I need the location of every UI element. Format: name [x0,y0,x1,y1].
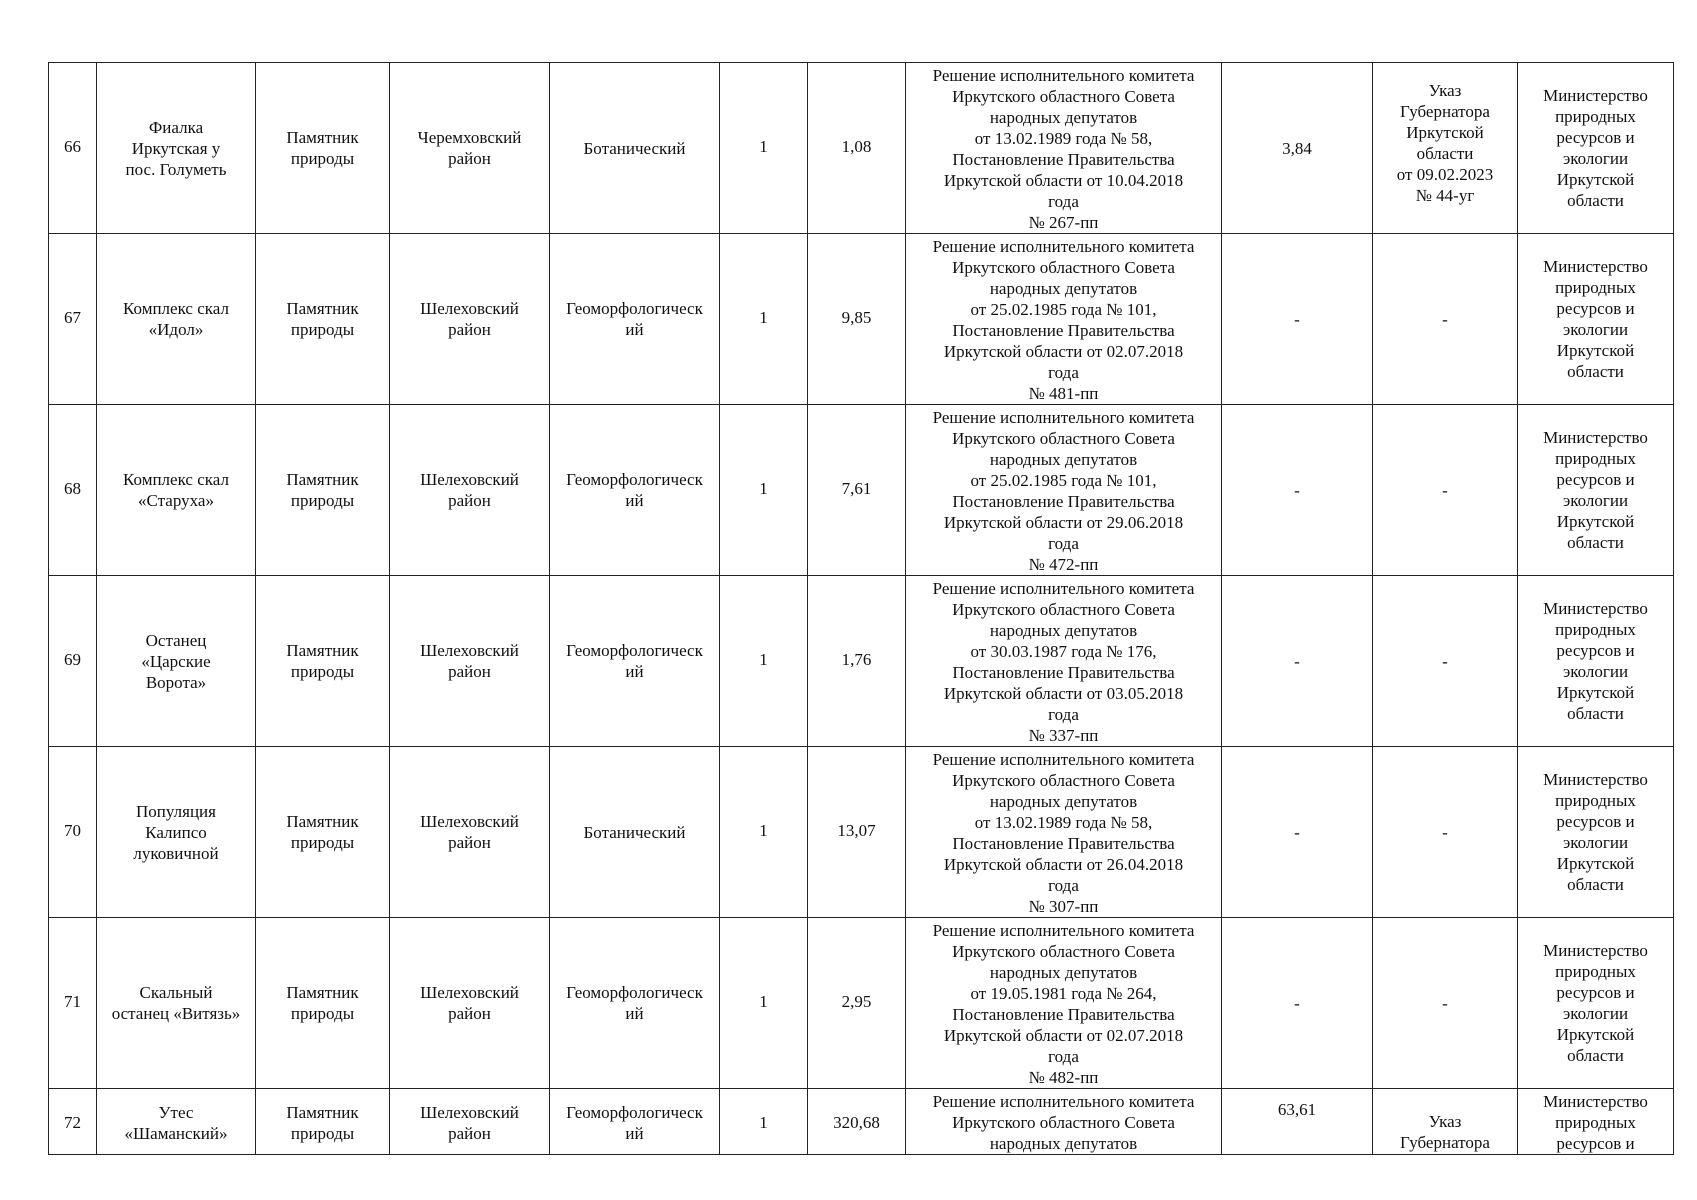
profile: Ботанический [583,822,686,842]
row-number-cell [49,63,97,234]
district: Шелеховский район [420,641,519,681]
table-row [49,576,1674,747]
count: 1 [759,478,768,498]
decision-cell [906,63,1222,234]
buffer-area-cell [1222,918,1373,1089]
buffer-area: - [1294,993,1300,1013]
authority: Министерство природных ресурсов и экологии Иркутской области [1543,941,1648,1065]
profile-cell [550,405,720,576]
profile-cell [550,63,720,234]
authority-cell [1518,1089,1674,1155]
row-number: 72 [64,1113,81,1132]
category: Памятник природы [286,641,359,681]
row-number: 70 [64,820,81,840]
category: Памятник природы [286,128,359,168]
authority: Министерство природных ресурсов и экологии Иркутской области [1543,428,1648,552]
count-cell [720,63,808,234]
authority-cell [1518,918,1674,1089]
decision-cell [906,918,1222,1089]
authority: Министерство природных ресурсов и экологии Иркутской области [1543,257,1648,381]
area-name: Утес «Шаманский» [124,1102,228,1143]
name-cell [97,1089,256,1155]
count-cell [720,234,808,405]
row-number-cell [49,405,97,576]
authority-cell [1518,63,1674,234]
row-number-cell [49,1089,97,1155]
category-cell [256,405,390,576]
area-name: Комплекс скал «Старуха» [123,470,229,510]
area-cell [808,747,906,918]
count: 1 [759,649,768,669]
count-cell [720,576,808,747]
row-number-cell [49,576,97,747]
decision-text: Решение исполнительного комитета Иркутского областного Совета народных депутатов от 30.03.1987 года № 176, Постановление Правительства Иркутской области от 03.05.2018 года № 337-пп [932,579,1195,745]
category-cell [256,576,390,747]
row-number: 69 [64,649,81,669]
count: 1 [759,991,768,1011]
district-cell [390,234,550,405]
row-number: 67 [64,307,81,327]
district: Шелеховский район [420,983,519,1023]
area-name: Комплекс скал «Идол» [123,299,229,339]
buffer-area-cell [1222,576,1373,747]
area-value: 2,95 [841,991,872,1011]
decision-text: Решение исполнительного комитета Иркутского областного Совета народных депутатов от 13.02.1989 года № 58, Постановление Правительства Иркутской области от 10.04.2018 года № 267-пп [932,66,1195,232]
buffer-decree-cell [1373,747,1518,918]
authority: Министерство природных ресурсов и [1543,1092,1648,1153]
area-name: Скальный останец «Витязь» [111,983,241,1023]
profile: Геоморфологическ ий [566,299,703,339]
table-body [49,63,1674,1155]
row-number-cell [49,918,97,1089]
decision-cell [906,576,1222,747]
category: Памятник природы [286,812,359,852]
profile-cell [550,234,720,405]
decision-text: Решение исполнительного комитета Иркутского областного Совета народных депутатов [932,1092,1195,1153]
area-value: 320,68 [833,1113,880,1132]
count-cell [720,747,808,918]
decision-text: Решение исполнительного комитета Иркутского областного Совета народных депутатов от 25.02.1985 года № 101, Постановление Правительства Иркутской области от 02.07.2018 года № 481-пп [932,237,1195,403]
category-cell [256,1089,390,1155]
buffer-decree-cell [1373,1089,1518,1155]
area-value: 7,61 [841,478,872,498]
buffer-decree: - [1442,480,1448,500]
district-cell [390,1089,550,1155]
district: Шелеховский район [420,299,519,339]
district-cell [390,576,550,747]
district-cell [390,405,550,576]
buffer-area: - [1294,480,1300,500]
buffer-decree: Указ Губернатора [1400,1112,1490,1152]
profile-cell [550,747,720,918]
category-cell [256,234,390,405]
buffer-decree: Указ Губернатора Иркутской области от 09.02.2023 № 44-уг [1396,81,1494,205]
profile-cell [550,576,720,747]
buffer-decree-cell [1373,63,1518,234]
name-cell [97,918,256,1089]
name-cell [97,405,256,576]
area-value: 1,76 [841,649,872,669]
buffer-decree-cell [1373,918,1518,1089]
category: Памятник природы [286,299,359,339]
row-number-cell [49,234,97,405]
buffer-decree: - [1442,993,1448,1013]
count-cell [720,1089,808,1155]
table-row [49,405,1674,576]
authority: Министерство природных ресурсов и экологии Иркутской области [1543,770,1648,894]
row-number: 66 [64,136,81,156]
area-cell [808,1089,906,1155]
district: Шелеховский район [420,812,519,852]
area-cell [808,234,906,405]
name-cell [97,576,256,747]
category: Памятник природы [286,983,359,1023]
category: Памятник природы [286,470,359,510]
profile: Геоморфологическ ий [566,470,703,510]
row-number: 71 [64,991,81,1011]
profile: Геоморфологическ ий [566,1102,703,1143]
buffer-area-cell [1222,747,1373,918]
decision-cell [906,1089,1222,1155]
buffer-area: - [1294,651,1300,671]
authority-cell [1518,405,1674,576]
decision-cell [906,405,1222,576]
buffer-area-cell [1222,405,1373,576]
area-cell [808,405,906,576]
profile-cell [550,918,720,1089]
count-cell [720,405,808,576]
buffer-decree: - [1442,822,1448,842]
buffer-decree: - [1442,309,1448,329]
buffer-area: 3,84 [1282,138,1312,158]
buffer-decree-cell [1373,576,1518,747]
area-value: 1,08 [841,136,872,156]
decision-cell [906,747,1222,918]
district-cell [390,63,550,234]
table-row [49,747,1674,918]
table-row [49,1089,1674,1155]
authority-cell [1518,576,1674,747]
count: 1 [759,820,768,840]
buffer-decree: - [1442,651,1448,671]
area-name: Фиалка Иркутская у пос. Голуметь [125,117,227,179]
buffer-area-cell [1222,1089,1373,1155]
buffer-area: - [1294,309,1300,329]
category-cell [256,747,390,918]
decision-text: Решение исполнительного комитета Иркутского областного Совета народных депутатов от 19.05.1981 года № 264, Постановление Правительства Иркутской области от 02.07.2018 года № 482-пп [932,921,1195,1087]
buffer-area-cell [1222,63,1373,234]
table-row [49,234,1674,405]
decision-cell [906,234,1222,405]
authority-cell [1518,234,1674,405]
decision-text: Решение исполнительного комитета Иркутского областного Совета народных депутатов от 25.02.1985 года № 101, Постановление Правительства Иркутской области от 29.06.2018 года № 472-пп [932,408,1195,574]
table-row [49,918,1674,1089]
category-cell [256,63,390,234]
count: 1 [759,136,768,156]
buffer-decree-cell [1373,405,1518,576]
row-number-cell [49,747,97,918]
profile-cell [550,1089,720,1155]
district: Черемховский район [417,128,522,168]
buffer-area-cell [1222,234,1373,405]
count: 1 [759,1113,768,1132]
district: Шелеховский район [420,1102,519,1143]
table-row [49,63,1674,234]
row-number: 68 [64,478,81,498]
count-cell [720,918,808,1089]
count: 1 [759,307,768,327]
area-name: Останец «Царские Ворота» [141,630,211,692]
name-cell [97,63,256,234]
area-name: Популяция Калипсо луковичной [133,801,219,863]
category: Памятник природы [286,1102,359,1143]
area-cell [808,576,906,747]
buffer-area: - [1294,822,1300,842]
area-cell [808,918,906,1089]
authority-cell [1518,747,1674,918]
area-value: 9,85 [841,307,872,327]
profile: Ботанический [583,138,686,158]
decision-text: Решение исполнительного комитета Иркутского областного Совета народных депутатов от 13.02.1989 года № 58, Постановление Правительства Иркутской области от 26.04.2018 года № 307-пп [932,750,1195,916]
protected-areas-table [48,62,1674,1155]
category-cell [256,918,390,1089]
name-cell [97,234,256,405]
authority: Министерство природных ресурсов и экологии Иркутской области [1543,599,1648,723]
buffer-decree-cell [1373,234,1518,405]
name-cell [97,747,256,918]
profile: Геоморфологическ ий [566,983,703,1023]
area-cell [808,63,906,234]
authority: Министерство природных ресурсов и экологии Иркутской области [1543,86,1648,210]
buffer-area: 63,61 [1277,1100,1317,1119]
area-value: 13,07 [837,820,876,840]
district-cell [390,747,550,918]
profile: Геоморфологическ ий [566,641,703,681]
district-cell [390,918,550,1089]
district: Шелеховский район [420,470,519,510]
